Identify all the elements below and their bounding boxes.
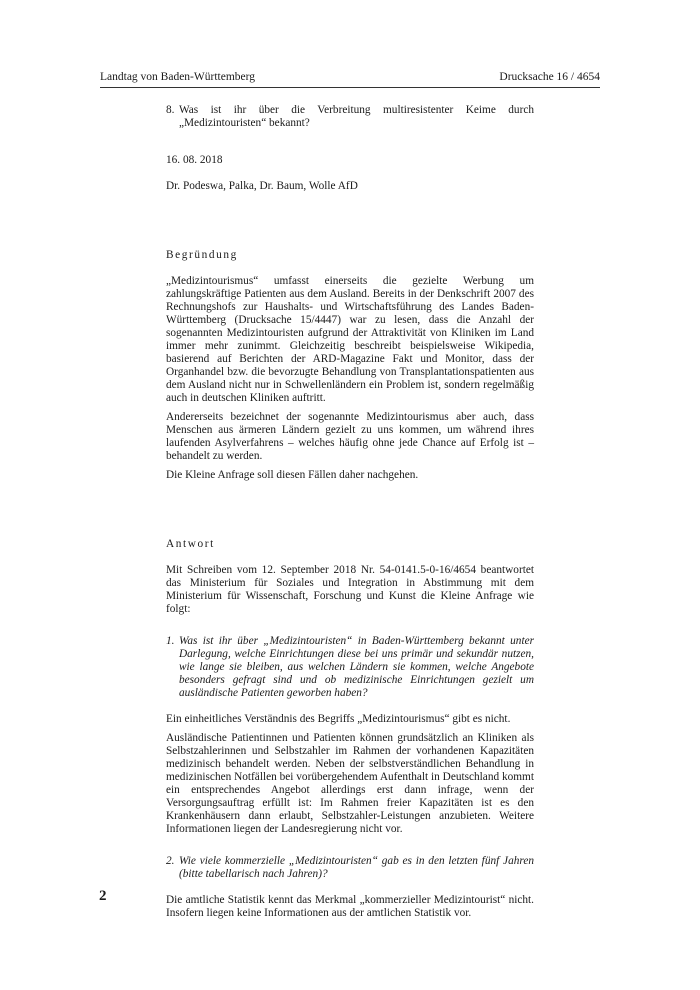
header-document-number: Drucksache 16 / 4654 (499, 71, 600, 83)
question-text: Wie viele kommerzielle „Medizintouristen“ gab es in den letzten fünf Jahren (bitte tabellarisch nach Jahren)? (179, 855, 534, 880)
begruendung-paragraph: Die Kleine Anfrage soll diesen Fällen daher nachgehen. (166, 469, 419, 481)
answer-1-paragraph: Ein einheitliches Verständnis des Begriffs „Medizintourismus“ gibt es nicht. (166, 713, 511, 725)
begruendung-paragraph: „Medizintourismus“ umfasst einerseits die gezielte Werbung um zahlungskräftige Patienten aus dem Ausland. Bereits in der Denkschrift 2007 des Rechnungshofs zur Haushalts- und Wirtschaftsführung des Landes Baden-Württemberg (Drucksache 15/4447) war zu lesen, dass die Anzahl der sogenannten Medizintouristen aufgrund der Attraktivität von Kliniken im Land immer mehr zunimmt. Gleichzeitig beschreibt beispielsweise Wikipedia, basierend auf Berichten der ARD-Magazine Fakt und Monitor, dass der Organhandel bzw. die bevorzugte Behandlung von Transplantationspatienten aus dem Ausland nicht nur in Schwellenländern ein Problem ist, sondern regelmäßig auch in deutschen Kliniken auftritt. (166, 275, 534, 404)
date: 16. 08. 2018 (166, 154, 223, 166)
question-text: Was ist ihr über „Medizintouristen“ in Baden-Württemberg bekannt unter Darlegung, welche Einrichtungen diese bei uns primär und sekundär nutzen, wie lange sie bleiben, aus welchen Ländern sie kommen, welche Angebote besonders gefragt sind und ob medizinische Einrichtungen gezielt um ausländische Patienten geworben haben? (179, 635, 534, 699)
begruendung-paragraph: Andererseits bezeichnet der sogenannte Medizintourismus aber auch, dass Menschen aus ärmeren Ländern gezielt zu uns kommen, um während ihres laufenden Asylverfahrens – welches häufig ohne jede Chance auf Erfolg ist – behandelt zu werden. (166, 411, 534, 462)
begruendung-heading: Begründung (166, 249, 238, 261)
question-8 (166, 104, 534, 130)
question-2 (166, 855, 534, 881)
question-1 (166, 635, 534, 700)
question-text: Was ist ihr über die Verbreitung multiresistenter Keime durch „Medizintouristen“ bekannt? (179, 104, 534, 129)
header-divider (100, 87, 600, 88)
question-number: 2. (166, 855, 175, 867)
answer-2-paragraph: Die amtliche Statistik kennt das Merkmal „kommerzieller Medizintourist“ nicht. Insofern liegen keine Informationen aus der amtlichen Statistik vor. (166, 894, 534, 919)
answer-1-paragraph: Ausländische Patientinnen und Patienten können grundsätzlich an Kliniken als Selbstzahlerinnen und Selbstzahler im Rahmen der vorhandenen Kapazitäten medizinisch behandelt werden. Neben der selbstverständlichen Behandlung in medizinischen Notfällen bei vorübergehendem Aufenthalt in Deutschland kommt ein entsprechendes Angebot allerdings erst dann infrage, wenn der Versorgungsauftrag erfüllt ist: Im Rahmen freier Kapazitäten ist es den Krankenhäusern dann erlaubt, Selbstzahler-Leistungen anzubieten. Weitere Informationen liegen der Landesregierung nicht vor. (166, 732, 534, 835)
question-number: 8. (166, 104, 175, 116)
page-header (100, 70, 600, 84)
authors: Dr. Podeswa, Palka, Dr. Baum, Wolle AfD (166, 180, 358, 192)
question-number: 1. (166, 635, 175, 647)
document-body (166, 104, 534, 920)
antwort-intro: Mit Schreiben vom 12. September 2018 Nr. 54-0141.5-0-16/4654 beantwortet das Ministerium für Soziales und Integration in Abstimmung mit dem Ministerium für Wissenschaft, Forschung und Kunst die Kleine Anfrage wie folgt: (166, 564, 534, 615)
header-parliament: Landtag von Baden-Württemberg (100, 71, 255, 83)
antwort-heading: Antwort (166, 538, 215, 550)
page-number: 2 (99, 888, 107, 904)
